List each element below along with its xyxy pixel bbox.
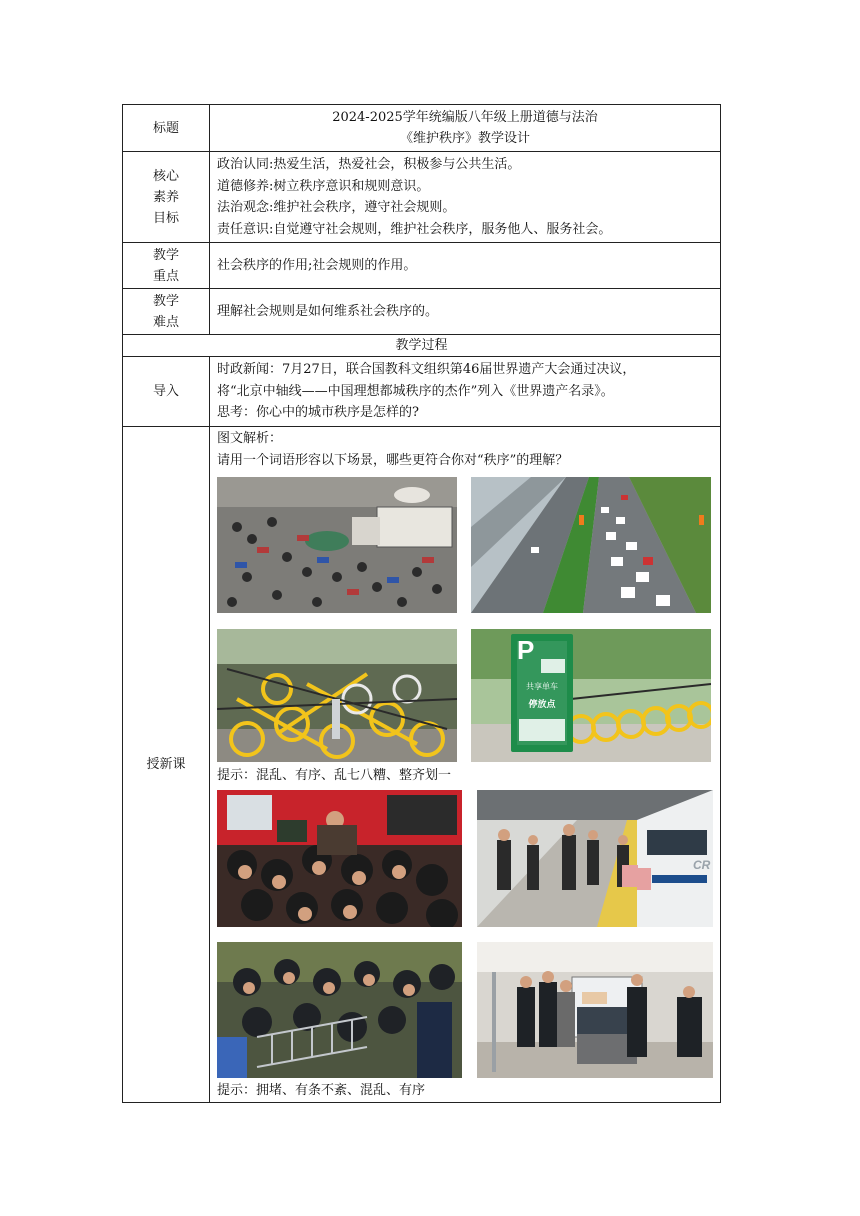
intro-news-line-1: 时政新闻：7月27日，联合国教科文组织第46届世界遗产大会通过决议， — [217, 362, 636, 378]
intro-label: 导入 — [123, 357, 210, 427]
process-header-row — [123, 335, 721, 357]
parking-sign-title: 共享单车 — [526, 682, 558, 691]
hint-scenes-one: 提示：混乱、有序、乱七八糟、整齐划一 — [217, 768, 452, 783]
title-line-1: 2024-2025学年统编版八年级上册道德与法治 — [332, 110, 598, 125]
goals-label-line: 核心 — [152, 168, 179, 184]
intro-row — [123, 357, 721, 427]
difficulties-row — [123, 289, 721, 335]
image-analysis-heading: 图文解析： — [217, 431, 283, 446]
new-lesson-content — [210, 427, 721, 1103]
key-points-row — [123, 243, 721, 289]
title-cell — [210, 105, 721, 152]
photo-orderly-highway — [471, 477, 711, 613]
parking-sign-letter: P — [517, 635, 535, 665]
photo-crowded-train — [217, 790, 462, 927]
goals-row — [123, 152, 721, 243]
photo-orderly-bike-parking — [471, 629, 711, 762]
new-lesson-label: 授新课 — [123, 427, 210, 1103]
photo-messy-bikes — [217, 629, 457, 762]
intro-content — [210, 357, 721, 427]
goal-responsibility: 责任意识:自觉遵守社会规则，维护社会秩序，服务他人、服务社会。 — [217, 221, 612, 237]
title-line-2: 《维护秩序》教学设计 — [399, 131, 530, 146]
key-points-label-line: 重点 — [152, 268, 179, 284]
difficulties-label-line: 难点 — [152, 314, 179, 330]
train-logo-mark: CR — [693, 858, 711, 872]
photo-chaotic-traffic — [217, 477, 457, 613]
key-points-label-line: 教学 — [152, 247, 179, 263]
goal-political: 政治认同:热爱生活，热爱社会，积极参与公共生活。 — [217, 157, 521, 172]
title-label: 标题 — [123, 105, 210, 152]
hint-scenes-two: 提示：拥堵、有条不紊、混乱、有序 — [217, 1083, 426, 1098]
difficulties-label-line: 教学 — [152, 293, 179, 309]
goal-law: 法治观念:维护社会秩序，遵守社会规则。 — [217, 200, 456, 215]
goals-label — [123, 152, 210, 243]
key-points-label — [123, 243, 210, 289]
lesson-plan-table — [122, 104, 721, 1103]
goals-label-line: 素养 — [152, 189, 179, 205]
process-header: 教学过程 — [123, 335, 721, 357]
goals-content — [210, 152, 721, 243]
new-lesson-row — [123, 427, 721, 1103]
photo-orderly-platform — [477, 790, 713, 927]
intro-question: 思考：你心中的城市秩序是怎样的? — [217, 405, 419, 421]
photo-crowd-pushing — [217, 942, 462, 1078]
parking-sign-subtitle: 停放点 — [528, 700, 556, 710]
key-points-text: 社会秩序的作用;社会规则的作用。 — [210, 243, 721, 289]
title-row — [123, 105, 721, 152]
intro-news-line-2: 将“北京中轴线——中国理想都城秩序的杰作”列入《世界遗产名录》。 — [217, 383, 614, 399]
goal-moral: 道德修养:树立秩序意识和规则意识。 — [217, 178, 430, 194]
difficulties-label — [123, 289, 210, 335]
photo-orderly-security-check — [477, 942, 713, 1078]
image-analysis-question: 请用一个词语形容以下场景，哪些更符合你对“秩序”的理解？ — [217, 453, 569, 468]
goals-label-line: 目标 — [152, 210, 179, 226]
difficulties-text: 理解社会规则是如何维系社会秩序的。 — [210, 289, 721, 335]
